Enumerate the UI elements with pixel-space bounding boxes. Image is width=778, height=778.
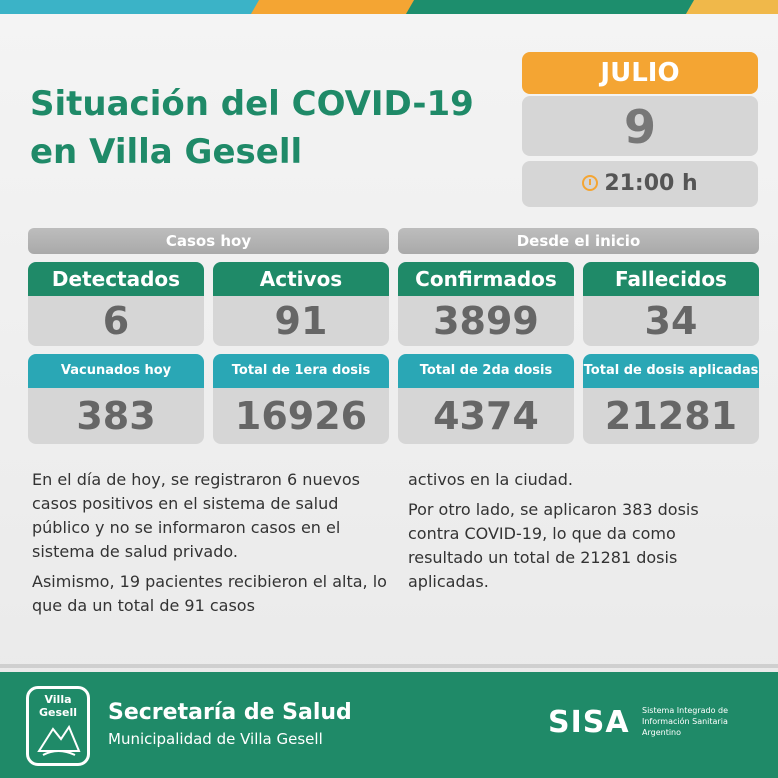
- date-month: JULIO: [522, 52, 758, 94]
- vaccine-label: Total de 1era dosis: [213, 354, 389, 388]
- villa-gesell-logo: [26, 686, 90, 766]
- vaccine-value: 21281: [583, 388, 759, 444]
- org-subtitle: Municipalidad de Villa Gesell: [108, 730, 323, 748]
- section-since-start: Desde el inicio: [398, 228, 759, 254]
- paragraph-cases: En el día de hoy, se registraron 6 nuevos casos positivos en el sistema de salud público y no se informaron casos en el sistema de salud privado.: [32, 470, 361, 561]
- time-label: 21:00 h: [604, 171, 698, 196]
- vaccine-value: 16926: [213, 388, 389, 444]
- vaccine-label: Total de 2da dosis: [398, 354, 574, 388]
- top-color-stripe: [0, 0, 778, 14]
- vaccine-card-first-dose: [213, 354, 389, 444]
- section-today: Casos hoy: [28, 228, 389, 254]
- vaccine-label: Total de dosis aplicadas: [583, 354, 759, 388]
- clock-icon: [582, 175, 598, 191]
- body-text-left: [32, 468, 387, 624]
- stat-card-activos: [213, 262, 389, 346]
- footer-divider: [0, 664, 778, 668]
- stat-label: Activos: [213, 262, 389, 296]
- paragraph-active: activos en la ciudad.: [408, 470, 573, 489]
- vaccine-card-today: [28, 354, 204, 444]
- sisa-logo: SISA: [548, 705, 630, 740]
- stat-card-detectados: [28, 262, 204, 346]
- body-text-right: [408, 468, 748, 600]
- stat-value: 91: [213, 296, 389, 346]
- stat-value: 3899: [398, 296, 574, 346]
- date-day: 9: [522, 96, 758, 156]
- vaccine-value: 4374: [398, 388, 574, 444]
- logo-text: Villa Gesell: [38, 693, 78, 719]
- stat-label: Detectados: [28, 262, 204, 296]
- vaccine-label: Vacunados hoy: [28, 354, 204, 388]
- stat-card-fallecidos: [583, 262, 759, 346]
- paragraph-vaccines: Por otro lado, se aplicaron 383 dosis contra COVID-19, lo que da como resultado un total de 21281 dosis aplicadas.: [408, 500, 699, 591]
- title-line-1: Situación del COVID-19: [30, 84, 474, 124]
- stat-value: 6: [28, 296, 204, 346]
- paragraph-discharges: Asimismo, 19 pacientes recibieron el alta, lo que da un total de 91 casos: [32, 572, 387, 615]
- vaccine-card-total-doses: [583, 354, 759, 444]
- stat-card-confirmados: [398, 262, 574, 346]
- sisa-description: Sistema Integrado de Información Sanitaria Argentino: [642, 706, 729, 737]
- org-title: Secretaría de Salud: [108, 700, 352, 725]
- stat-label: Confirmados: [398, 262, 574, 296]
- mountain-icon: [29, 689, 87, 763]
- title-line-2: en Villa Gesell: [30, 132, 303, 172]
- vaccine-value: 383: [28, 388, 204, 444]
- stat-value: 34: [583, 296, 759, 346]
- date-time: [522, 161, 758, 207]
- vaccine-card-second-dose: [398, 354, 574, 444]
- stat-label: Fallecidos: [583, 262, 759, 296]
- page-title: [30, 80, 500, 176]
